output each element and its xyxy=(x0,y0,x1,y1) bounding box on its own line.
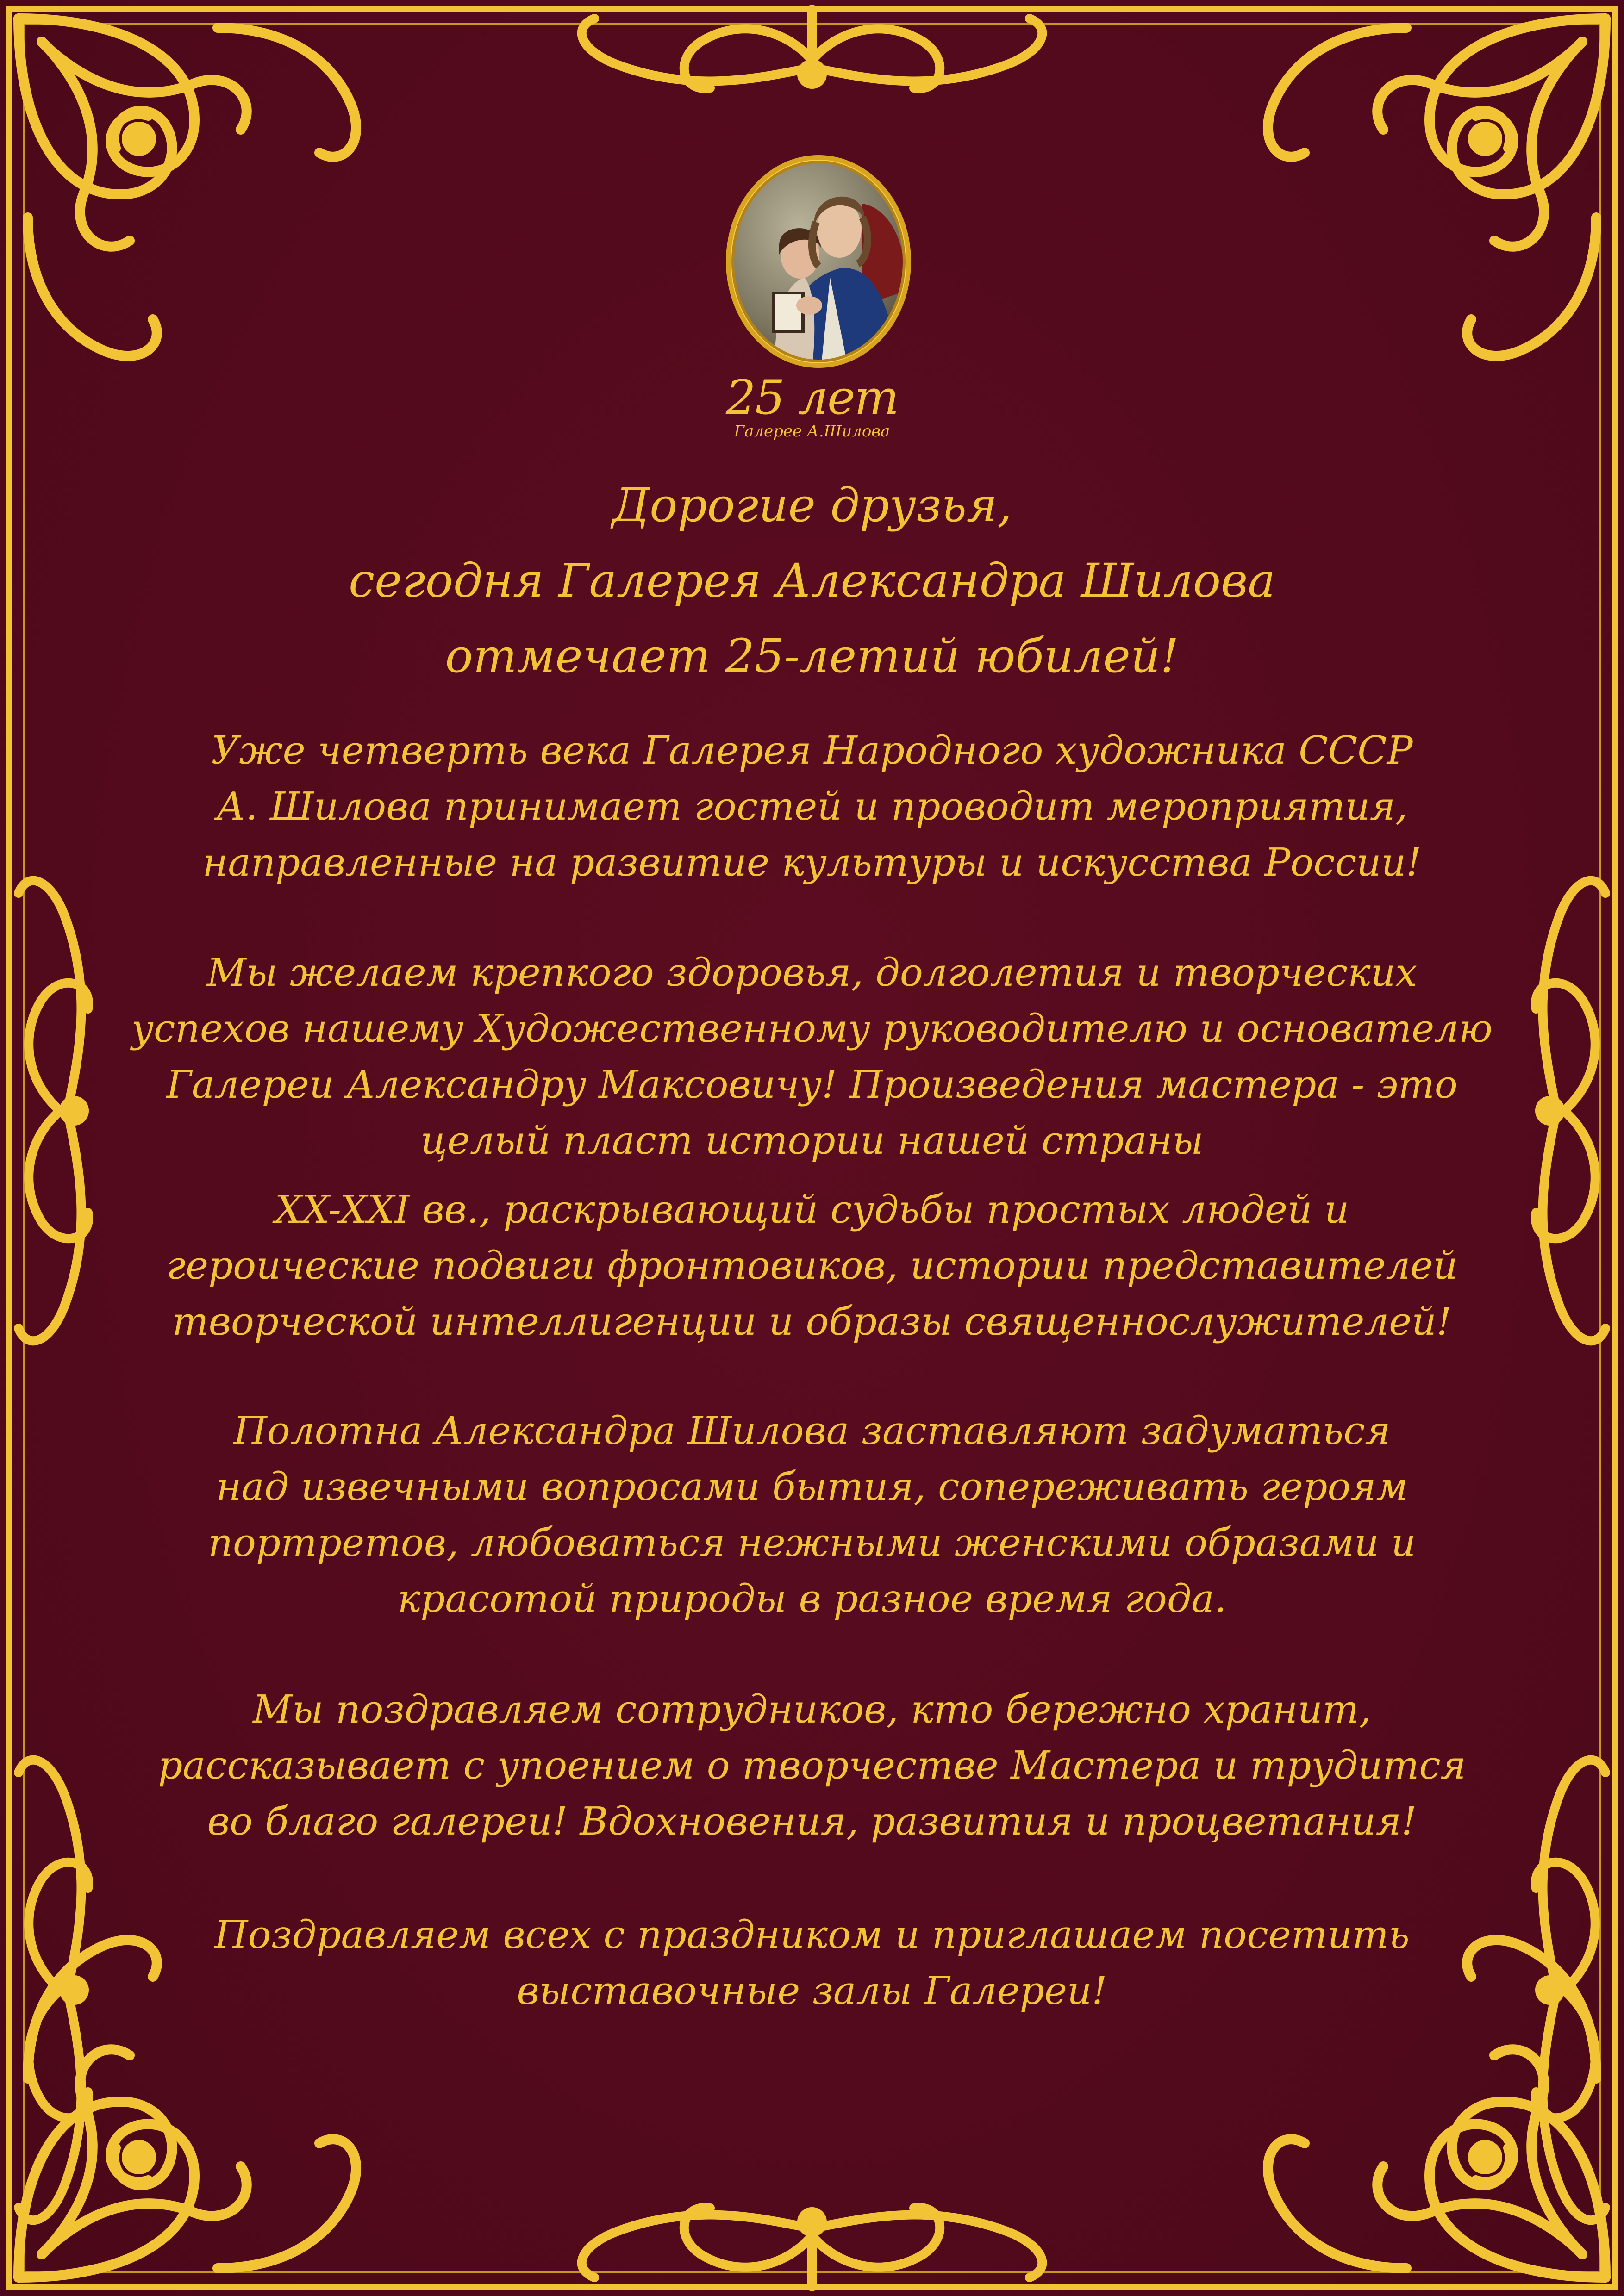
paragraph-invitation xyxy=(118,1907,1506,2019)
heading-line: Дорогие друзья, xyxy=(612,478,1012,532)
paragraph-line: направленные на развитие культуры и искусства России! xyxy=(202,840,1422,885)
paragraph-gallery-history xyxy=(118,722,1506,890)
paragraph-line: рассказывает с упоением о творчестве Мастера и трудится xyxy=(158,1743,1466,1788)
paragraph-line: выставочные залы Галереи! xyxy=(517,1968,1107,2013)
paragraph-staff xyxy=(118,1681,1506,1849)
paragraph-line: Полотна Александра Шилова заставляют задуматься xyxy=(233,1408,1391,1453)
paragraph-paintings xyxy=(118,1403,1506,1627)
paragraph-line: Мы поздравляем сотрудников, кто бережно хранит, xyxy=(253,1687,1371,1732)
greeting-heading xyxy=(164,467,1460,694)
paragraph-line: красотой природы в разное время года. xyxy=(397,1576,1227,1621)
paragraph-line: Поздравляем всех с праздником и приглашаем посетить xyxy=(214,1912,1410,1957)
paragraph-wishes-founder xyxy=(118,945,1506,1350)
heading-line: сегодня Галерея Александра Шилова xyxy=(349,554,1275,608)
paragraph-line: портретов, любоваться нежными женскими образами и xyxy=(208,1520,1416,1565)
paragraph-line: творческой интеллигенции и образы священнослужителей! xyxy=(172,1299,1452,1344)
paragraph-line: Галереи Александру Максовичу! Произведения мастера - это xyxy=(166,1062,1458,1107)
paragraph-line: героические подвиги фронтовиков, истории представителей xyxy=(166,1243,1458,1288)
paragraph-line: Уже четверть века Галерея Народного художника СССР xyxy=(211,728,1413,773)
anniversary-subtitle: Галерее А.Шилова xyxy=(734,422,890,441)
portrait-medallion-icon xyxy=(724,153,913,370)
paragraph-line: Мы желаем крепкого здоровья, долголетия и творческих xyxy=(206,950,1418,995)
paragraph-line: XX-XXI вв., раскрывающий судьбы простых людей и xyxy=(275,1187,1349,1232)
paragraph-line: А. Шилова принимает гостей и проводит мероприятия, xyxy=(216,784,1408,829)
paragraph-line: над извечными вопросами бытия, сопереживать героям xyxy=(216,1464,1408,1509)
heading-line: отмечает 25-летий юбилей! xyxy=(445,629,1179,683)
anniversary-number: 25 лет xyxy=(725,370,899,425)
paragraph-line: во благо галереи! Вдохновения, развития и процветания! xyxy=(207,1799,1417,1844)
paragraph-line: целый пласт истории нашей страны xyxy=(420,1118,1204,1163)
paragraph-line: успехов нашему Художественному руководителю и основателю xyxy=(131,1006,1493,1051)
